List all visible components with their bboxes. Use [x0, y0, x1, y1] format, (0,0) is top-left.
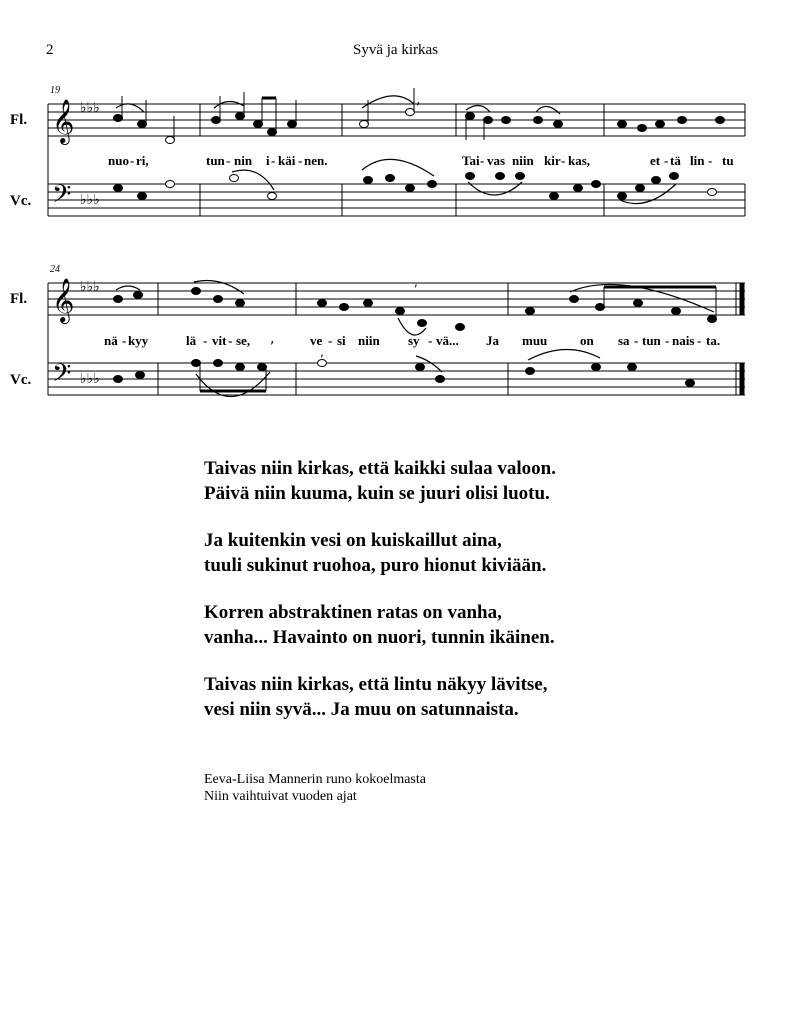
key-signature-icon: ♭♭♭ [80, 100, 100, 116]
system-1 [10, 85, 745, 216]
lyric-syllable: sy [408, 333, 420, 348]
lyric-hyphen: - [634, 333, 639, 348]
cello-notes [114, 173, 717, 200]
flute-label: Fl. [10, 291, 28, 307]
cello-label: Vc. [10, 372, 32, 388]
lyric-syllable: kas, [568, 153, 591, 168]
lyric-syllable: tun [206, 153, 225, 168]
key-signature-icon: ♭♭♭ [80, 371, 100, 387]
lyric-hyphen: - [664, 153, 669, 168]
breath-mark-icon: , [416, 92, 421, 108]
lyric-syllable: vas [487, 153, 506, 168]
poem-stanza [204, 672, 764, 722]
flute-notes [114, 287, 717, 331]
lyric-hyphen: - [697, 333, 702, 348]
lyric-syllable: nais [672, 333, 695, 348]
lyric-syllable: Ja [486, 333, 499, 348]
lyric-syllable: nin [234, 153, 253, 168]
system-2 [10, 92, 745, 397]
flute-label: Fl. [10, 112, 28, 128]
page-title: Syvä ja kirkas [353, 42, 438, 58]
lyric-syllable: niin [512, 153, 534, 168]
poem-line: vesi niin syvä... Ja muu on satunnaista. [204, 699, 519, 720]
lyrics-system-2 [104, 333, 720, 348]
lyric-hyphen: - [665, 333, 670, 348]
lyric-syllable: nä [104, 333, 118, 348]
poem-stanza [204, 456, 764, 506]
lyric-syllable: muu [522, 333, 548, 348]
lyric-syllable: tä [670, 153, 681, 168]
lyric-hyphen: - [708, 153, 713, 168]
lyric-syllable: Tai [462, 153, 480, 168]
cello-notes [114, 360, 695, 392]
lyric-syllable: si [337, 333, 346, 348]
poem-line: Ja kuitenkin vesi on kuiskaillut aina, [204, 530, 502, 551]
lyric-syllable: vit [212, 333, 227, 348]
treble-clef-icon: 𝄞 [52, 99, 75, 143]
lyric-syllable: ta. [706, 333, 721, 348]
bass-clef-icon: 𝄢 [52, 180, 72, 215]
poem-stanza [204, 528, 764, 578]
lyric-hyphen: - [480, 153, 485, 168]
lyric-syllable: lä [186, 333, 197, 348]
lyric-syllable: niin [358, 333, 380, 348]
breath-mark-icon: , [320, 345, 324, 359]
poem-line: Taivas niin kirkas, että lintu näkyy lävitse, [204, 674, 548, 695]
lyric-hyphen: - [226, 153, 231, 168]
credit-line: Eeva-Liisa Mannerin runo kokoelmasta [204, 772, 426, 787]
cello-staff [48, 363, 745, 395]
lyric-syllable: kir [544, 153, 561, 168]
lyrics-system-1 [108, 153, 734, 168]
lyric-syllable: tun [642, 333, 661, 348]
lyric-syllable: i [266, 153, 270, 168]
treble-clef-icon: 𝄞 [52, 278, 75, 322]
lyric-hyphen: - [228, 333, 233, 348]
lyric-syllable: kyy [128, 333, 149, 348]
lyric-hyphen: - [428, 333, 433, 348]
poem-text [204, 456, 764, 744]
lyric-hyphen: - [561, 153, 566, 168]
bass-clef-icon: 𝄢 [52, 359, 72, 394]
breath-mark-icon: , [414, 275, 418, 289]
lyric-syllable: vä... [436, 333, 459, 348]
music-score [0, 0, 791, 420]
lyric-syllable: ri, [136, 153, 149, 168]
measure-number: 19 [50, 85, 60, 96]
lyric-syllable: se, [236, 333, 251, 348]
cello-label: Vc. [10, 193, 32, 209]
lyric-syllable: nen. [304, 153, 328, 168]
poem-line: tuuli sukinut ruohoa, puro hionut kiviään. [204, 555, 547, 576]
poem-line: Korren abstraktinen ratas on vanha, [204, 602, 502, 623]
breath-mark-icon: , [270, 331, 275, 347]
poem-stanza [204, 600, 764, 650]
key-signature-icon: ♭♭♭ [80, 279, 100, 295]
poem-line: Päivä niin kuuma, kuin se juuri olisi luotu. [204, 483, 550, 504]
poem-line: vanha... Havainto on nuori, tunnin ikäinen. [204, 627, 555, 648]
lyric-syllable: sa [618, 333, 630, 348]
lyric-syllable: käi [278, 153, 296, 168]
lyric-syllable: ve [310, 333, 323, 348]
lyric-hyphen: - [122, 333, 127, 348]
page-number: 2 [46, 42, 54, 58]
key-signature-icon: ♭♭♭ [80, 192, 100, 208]
lyric-syllable: nuo [108, 153, 129, 168]
lyric-hyphen: - [271, 153, 276, 168]
lyric-hyphen: - [203, 333, 208, 348]
measure-number: 24 [50, 264, 60, 275]
lyric-syllable: on [580, 333, 594, 348]
lyric-syllable: et [650, 153, 661, 168]
poem-line: Taivas niin kirkas, että kaikki sulaa valoon. [204, 458, 556, 479]
lyric-hyphen: - [298, 153, 303, 168]
lyric-hyphen: - [328, 333, 333, 348]
poem-credit [204, 771, 426, 805]
credit-line: Niin vaihtuivat vuoden ajat [204, 789, 357, 804]
lyric-hyphen: - [130, 153, 135, 168]
lyric-syllable: lin [690, 153, 705, 168]
lyric-syllable: tu [722, 153, 734, 168]
